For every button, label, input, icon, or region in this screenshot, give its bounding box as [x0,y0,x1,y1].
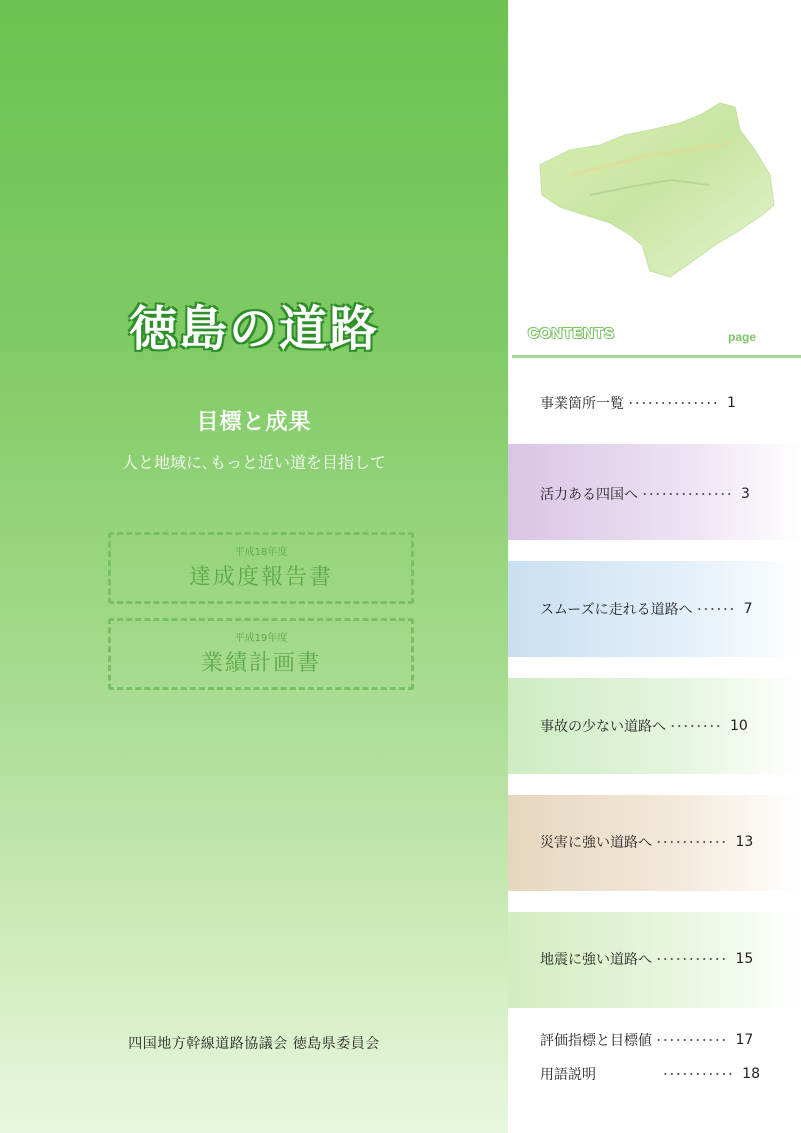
cover-title: 徳島の道路 [128,301,379,357]
toc-label: スムーズに走れる道路へ [540,602,693,618]
toc-leader: ･･････････････ [642,488,733,501]
toc-leader: ･･････ [696,603,736,616]
toc-leader: ･･･････････ [656,953,728,966]
toc-entry[interactable] [540,716,760,736]
contents-heading: CONTENTS [528,325,615,342]
toc-label: 事故の少ない道路へ [540,719,666,735]
toc-entry[interactable] [540,599,760,619]
cover-tagline: 人と地域に､もっと近い道を目指して [121,453,386,472]
toc-leader: ･･･････････ [662,1068,735,1081]
toc-label: 用語説明 [540,1067,596,1083]
report-year: 平成18年度 [234,547,288,558]
toc-label: 活力ある四国へ [540,487,638,503]
organization-name: 四国地方幹線道路協議会 徳島県委員会 [128,1036,380,1052]
toc-page: 10 [730,718,748,734]
toc-leader: ･･･････････ [656,1034,728,1047]
toc-entry[interactable] [540,1030,760,1050]
toc-page: 17 [735,1032,754,1048]
report-name: 業績計画書 [200,651,321,676]
contents-divider [512,355,801,358]
toc-page: 3 [741,486,750,502]
toc-page: 13 [735,834,754,850]
tokushima-map-image [530,95,780,285]
page-column-label: page [728,330,757,344]
toc-entry[interactable] [540,1064,760,1084]
report-year: 平成19年度 [234,633,288,644]
toc-page: 18 [742,1066,760,1082]
toc-label: 災害に強い道路へ [540,835,652,851]
toc-label: 評価指標と目標値 [540,1033,652,1049]
toc-leader: ････････ [670,720,722,733]
toc-page: 15 [735,951,754,967]
toc-page: 1 [727,395,736,411]
toc-entry[interactable] [540,949,760,969]
toc-entry[interactable] [540,393,760,413]
toc-entry[interactable] [540,484,760,504]
cover-subtitle: 目標と成果 [196,410,312,435]
report-box-achievement [108,532,414,604]
toc-label: 地震に強い道路へ [540,952,652,968]
toc-leader: ･･････････････ [628,397,719,410]
report-box-plan [108,618,414,690]
toc-page: 7 [743,601,753,617]
toc-leader: ･･･････････ [656,836,728,849]
report-name: 達成度報告書 [188,565,333,590]
toc-label: 事業箇所一覧 [540,396,624,412]
toc-entry[interactable] [540,832,760,852]
